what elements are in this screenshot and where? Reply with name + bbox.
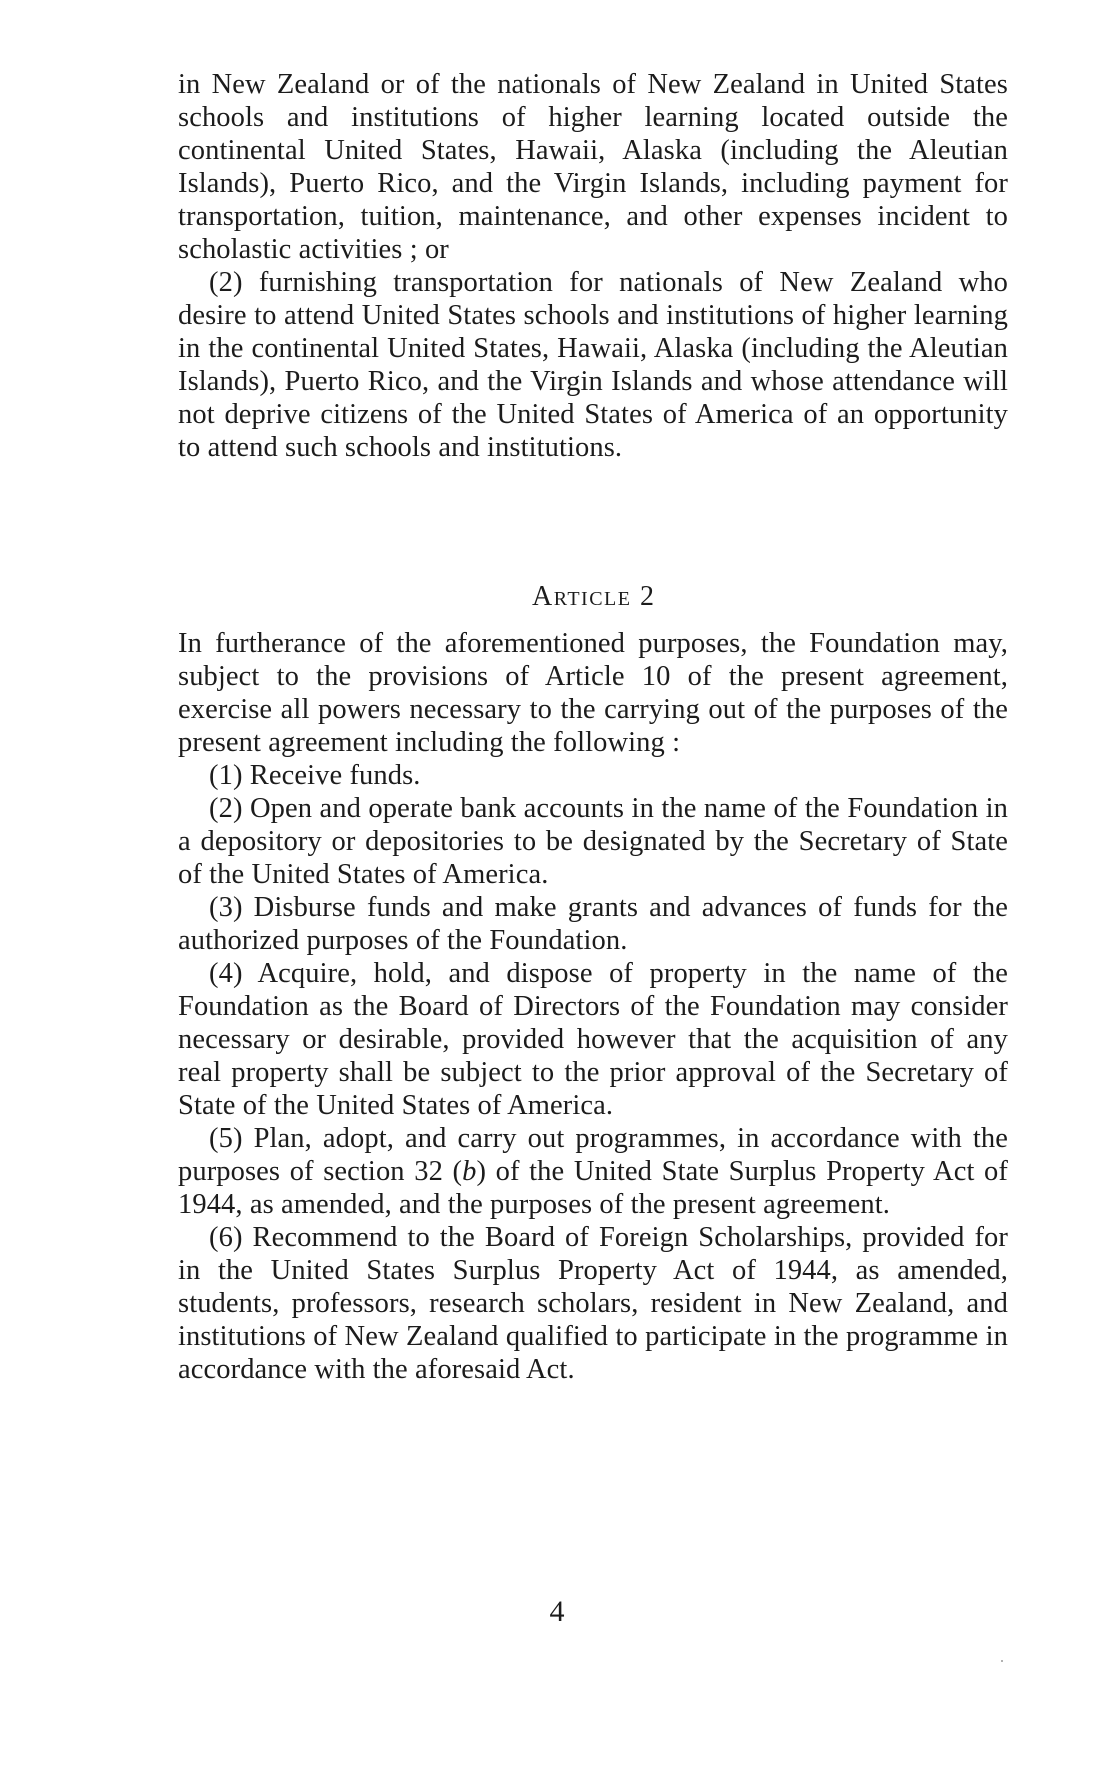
power-item-5-before: (5) Plan, adopt, and carry out programmes, in accordance with the purposes of section 32 ( <box>178 1123 1008 1187</box>
item-2-transportation: (2) furnishing transportation for nationals of New Zealand who desire to attend United States schools and institutions of higher learning in the continental United States, Hawaii, Alaska (including the Aleutian Islands), Puerto Rico, and the Virgin Islands and whose attendance will not deprive citizens of the United States of America of an opportunity to attend such schools and institutions. <box>178 267 1008 463</box>
power-item-1: (1) Receive funds. <box>209 760 421 791</box>
power-item-3: (3) Disburse funds and make grants and advances of funds for the authorized purposes of the Foundation. <box>178 892 1008 956</box>
article-intro: In furtherance of the aforementioned purposes, the Foundation may, subject to the provisions of Article 10 of the present agreement, exercise all powers necessary to the carrying out of the purposes of the present agreement including the following : <box>178 628 1008 758</box>
article-heading-word: Article <box>531 581 632 612</box>
power-item-5-after: ) of the United State Surplus Property Act of 1944, as amended, and the purposes of the present agreement. <box>178 1156 1008 1220</box>
power-item-4: (4) Acquire, hold, and dispose of property in the name of the Foundation as the Board of Directors of the Foundation may consider necessary or desirable, provided however that the acquisition of any real property shall be subject to the prior approval of the Secretary of State of the United States of America. <box>178 958 1008 1121</box>
power-item-6: (6) Recommend to the Board of Foreign Scholarships, provided for in the United States Surplus Property Act of 1944, as amended, students, professors, research scholars, resident in New Zealand, and institutions of New Zealand qualified to participate in the programme in accordance with the aforesaid Act. <box>178 1222 1008 1385</box>
continuation-section <box>178 68 1008 464</box>
power-item-5 <box>178 1122 1008 1221</box>
power-item-2: (2) Open and operate bank accounts in the name of the Foundation in a depository or depositories to be designated by the Secretary of State of the United States of America. <box>178 793 1008 890</box>
scan-speck <box>1001 1660 1003 1662</box>
power-item-5-italic: b <box>462 1156 477 1187</box>
article-heading-number: 2 <box>640 581 654 612</box>
page-number: 4 <box>549 1595 565 1628</box>
article-heading <box>178 580 1008 613</box>
article-2-body <box>178 627 1008 1386</box>
continuation-paragraph: in New Zealand or of the nationals of New Zealand in United States schools and institutions of higher learning located outside the continental United States, Hawaii, Alaska (including the Aleutian Islands), Puerto Rico, and the Virgin Islands, including payment for transportation, tuition, maintenance, and other expenses incident to scholastic activities ; or <box>178 69 1008 265</box>
